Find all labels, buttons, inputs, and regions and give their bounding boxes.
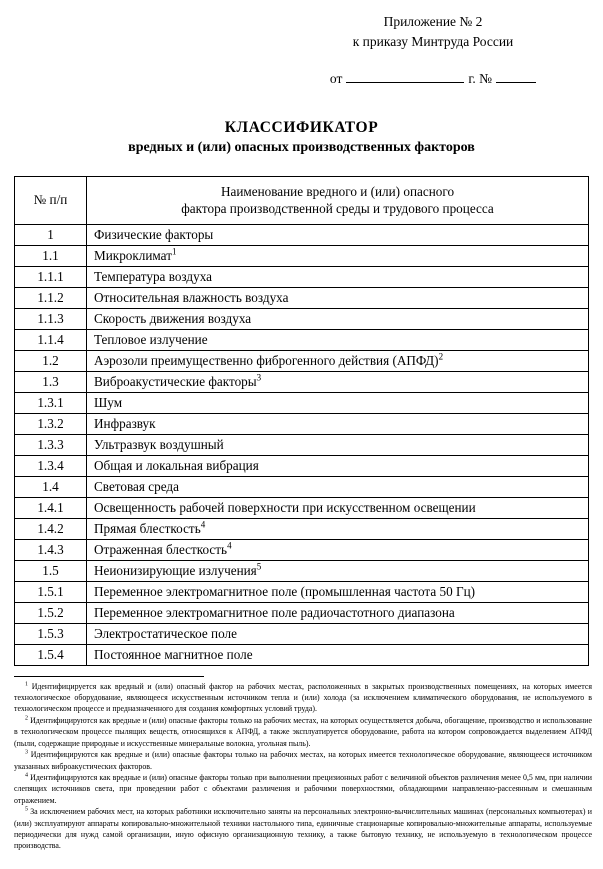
- column-header-number: № п/п: [15, 176, 87, 224]
- footnote-marker: 4: [200, 519, 206, 530]
- row-number-cell: 1.4: [15, 477, 87, 498]
- row-name-cell: [87, 246, 589, 267]
- table-row: [15, 540, 589, 561]
- from-label: от: [329, 71, 343, 87]
- footnote: [14, 806, 592, 851]
- table-row: [15, 603, 589, 624]
- table-row: [15, 393, 589, 414]
- row-number-cell: 1.1.4: [15, 330, 87, 351]
- row-number-cell: 1.5.3: [15, 624, 87, 645]
- table-row: [15, 414, 589, 435]
- footnote-marker: 4: [227, 540, 232, 551]
- row-number-cell: 1.5.2: [15, 603, 87, 624]
- row-name-cell: [87, 582, 589, 603]
- row-name-text: Электростатическое поле: [94, 625, 237, 641]
- table-row: [15, 477, 589, 498]
- row-name-cell: [87, 393, 589, 414]
- page-title: КЛАССИФИКАТОР: [224, 118, 379, 136]
- row-number-cell: 1.1.3: [15, 309, 87, 330]
- footnote-text: За исключением рабочих мест, на которых работники исключительно заняты на персональных электронно-вычислительных машинах (персональных компьютерах) и (или) эксплуатируют аппараты копировально-множительной техники настольного типа, единичные стационарные копировально-множительные аппараты, используемые периодически для нужд самой организации, иную офисную организационную технику, а также бытовую технику, не используемую в технологическом процессе производства.: [14, 807, 592, 851]
- table-row: [15, 624, 589, 645]
- number-blank-rule: [496, 70, 536, 83]
- row-name-cell: [87, 456, 589, 477]
- footnote-list: [14, 681, 592, 851]
- row-number-cell: 1.3.2: [15, 414, 87, 435]
- table-header-row: [15, 176, 589, 224]
- row-number-cell: 1.4.3: [15, 540, 87, 561]
- table-row: [15, 267, 589, 288]
- footnote-number: 2: [25, 715, 28, 722]
- classifier-table: [14, 176, 589, 666]
- footnote: [14, 772, 592, 806]
- row-name-cell: [87, 477, 589, 498]
- row-name-text: Освещенность рабочей поверхности при искусственном освещении: [94, 499, 476, 515]
- row-number-cell: 1.4.2: [15, 519, 87, 540]
- row-name-cell: [87, 288, 589, 309]
- table-row: [15, 225, 589, 246]
- row-number-cell: 1.5.4: [15, 645, 87, 666]
- row-name-cell: [87, 414, 589, 435]
- row-number-cell: 1: [15, 225, 87, 246]
- row-number-cell: 1.2: [15, 351, 87, 372]
- row-name-cell: [87, 372, 589, 393]
- table-row: [15, 288, 589, 309]
- row-number-cell: 1.4.1: [15, 498, 87, 519]
- footnote-number: 5: [25, 806, 28, 813]
- table-row: [15, 372, 589, 393]
- footnote-number: 4: [25, 772, 28, 779]
- row-name-text: Переменное электромагнитное поле (промышленная частота 50 Гц): [94, 583, 476, 599]
- row-name-cell: [87, 519, 589, 540]
- date-blank-rule: [346, 70, 464, 83]
- row-number-cell: 1.1: [15, 246, 87, 267]
- row-name-cell: [87, 603, 589, 624]
- footnote: [14, 681, 592, 715]
- page-subtitle: вредных и (или) опасных производственных факторов: [128, 139, 475, 155]
- row-name-cell: [87, 225, 589, 246]
- footnote-marker: 1: [171, 246, 177, 257]
- row-name-cell: [87, 330, 589, 351]
- footnote-marker: 3: [256, 372, 262, 383]
- row-number-cell: 1.5.1: [15, 582, 87, 603]
- column-header-name: [87, 176, 589, 224]
- row-name-text: Относительная влажность воздуха: [94, 289, 289, 305]
- year-number-label: г. №: [468, 71, 493, 87]
- table-row: [15, 330, 589, 351]
- table-row: [15, 246, 589, 267]
- table-row: [15, 456, 589, 477]
- row-name-text: Отраженная блесткость: [94, 541, 228, 557]
- row-name-text: Инфразвук: [94, 415, 156, 431]
- row-name-text: Виброакустические факторы: [94, 373, 257, 389]
- row-name-text: Неионизирующие излучения: [94, 562, 257, 578]
- row-number-cell: 1.5: [15, 561, 87, 582]
- table-row: [15, 519, 589, 540]
- row-name-cell: [87, 561, 589, 582]
- date-number-line: [283, 69, 583, 89]
- row-name-cell: [87, 645, 589, 666]
- row-name-text: Тепловое излучение: [94, 331, 208, 347]
- row-name-cell: [87, 351, 589, 372]
- row-name-text: Постоянное магнитное поле: [94, 646, 253, 662]
- row-name-cell: [87, 435, 589, 456]
- row-number-cell: 1.3.4: [15, 456, 87, 477]
- row-name-text: Аэрозоли преимущественно фиброгенного действия (АПФД): [94, 352, 439, 368]
- appendix-number: Приложение № 2: [383, 14, 483, 29]
- row-name-text: Микроклимат: [94, 247, 172, 263]
- row-number-cell: 1.3.1: [15, 393, 87, 414]
- row-name-cell: [87, 540, 589, 561]
- table-row: [15, 498, 589, 519]
- table-body: [15, 225, 589, 666]
- row-name-text: Световая среда: [94, 478, 179, 494]
- table-row: [15, 435, 589, 456]
- footnote: [14, 715, 592, 749]
- row-name-text: Температура воздуха: [94, 268, 212, 284]
- footnote-marker: 2: [438, 351, 444, 362]
- footnote-text: Идентифицируются как вредные и (или) опасные факторы только на рабочих местах, на которых осуществляется добыча, обогащение, производство и использование в технологическом процессе пылящих веществ, относящихся к АПФД, а также эксплуатируется оборудование, работа на котором сопровождается выделением АПФД (пыли, содержащие природные и искусственные минеральные волокна, угольная пыль).: [14, 716, 592, 748]
- row-number-cell: 1.1.2: [15, 288, 87, 309]
- table-row: [15, 561, 589, 582]
- row-name-cell: [87, 624, 589, 645]
- row-name-text: Шум: [94, 394, 123, 410]
- footnote: [14, 749, 592, 771]
- row-name-text: Переменное электромагнитное поле радиочастотного диапазона: [94, 604, 455, 620]
- table-head: [15, 176, 589, 224]
- footnote-text: Идентифицируется как вредный и (или) опасный фактор на рабочих местах, расположенных в закрытых производственных помещениях, на которых имеется технологическое оборудование, являющееся искусственным источником тепла и (или) холода (за исключением климатического оборудования, не используемого в технологическом процессе и предназначенного для создания комфортных условий труда).: [14, 682, 592, 714]
- row-name-cell: [87, 498, 589, 519]
- table-row: [15, 309, 589, 330]
- row-name-text: Скорость движения воздуха: [94, 310, 252, 326]
- column-header-name-line2: фактора производственной среды и трудового процесса: [181, 200, 494, 216]
- row-name-text: Общая и локальная вибрация: [94, 457, 259, 473]
- row-name-cell: [87, 267, 589, 288]
- footnote-number: 1: [25, 681, 28, 688]
- table-row: [15, 351, 589, 372]
- row-name-cell: [87, 309, 589, 330]
- footnote-marker: 5: [256, 561, 262, 572]
- table-row: [15, 582, 589, 603]
- footnotes-section: [14, 676, 592, 851]
- table-row: [15, 645, 589, 666]
- row-number-cell: 1.3.3: [15, 435, 87, 456]
- row-name-text: Физические факторы: [94, 226, 214, 242]
- row-number-cell: 1.3: [15, 372, 87, 393]
- footnote-text: Идентифицируются как вредные и (или) опасные факторы только на рабочих местах, на которых имеется технологическое оборудование, являющееся источником указанных виброакустических факторов.: [14, 750, 592, 771]
- row-number-cell: 1.1.1: [15, 267, 87, 288]
- order-reference: к приказу Минтруда России: [352, 33, 514, 49]
- document-header: [14, 0, 589, 89]
- footnote-text: Идентифицируются как вредные и (или) опасные факторы только при выполнении прецизионных работ с величиной объектов различения менее 0,5 мм, при наличии слепящих источников света, при проведении работ с объектами различения и рабочими поверхностями, обладающими направленно-рассеянным и смешанным отражением.: [14, 773, 592, 805]
- title-block: [14, 119, 589, 156]
- footnote-separator-rule: [14, 676, 204, 677]
- row-name-text: Ультразвук воздушный: [94, 436, 224, 452]
- footnote-number: 3: [25, 749, 28, 756]
- column-header-name-line1: Наименование вредного и (или) опасного: [220, 183, 455, 199]
- row-name-text: Прямая блесткость: [94, 520, 201, 536]
